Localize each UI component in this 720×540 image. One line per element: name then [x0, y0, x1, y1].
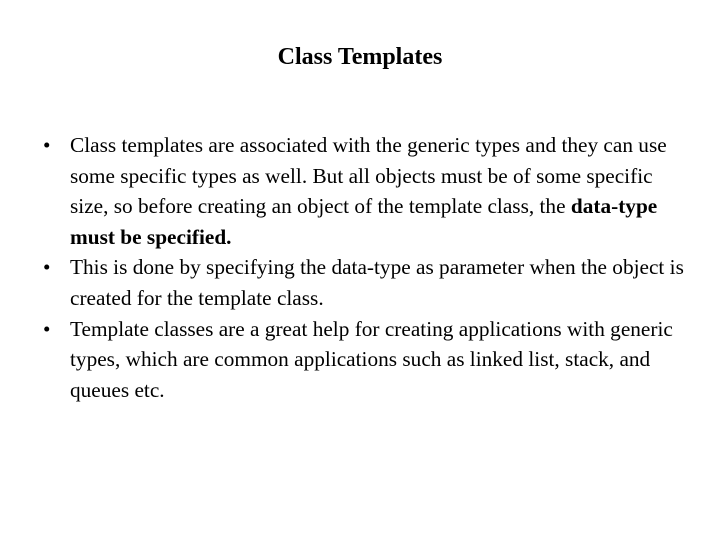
bullet-list [43, 130, 693, 405]
slide-title: Class Templates [277, 44, 443, 70]
bullet-item [43, 252, 693, 313]
bullet-item [43, 314, 693, 406]
bullet-text: This is done by specifying the data-type as parameter when the object is created for the template class. [70, 255, 684, 310]
bullet-icon: • [43, 316, 51, 341]
bullet-text-regular: Class templates are associated with the generic types and they can use some specific types as well. But all objects must be of some specific size, so before creating an object of the template class, the [70, 133, 667, 219]
bullet-text [70, 133, 667, 249]
bullet-text: Template classes are a great help for creating applications with generic types, which are common applications such as linked list, stack, and queues etc. [70, 316, 673, 402]
bullet-text-bold: data-type must be specified. [70, 194, 658, 249]
bullet-icon: • [43, 133, 51, 157]
bullet-item [43, 130, 693, 252]
bullet-icon: • [43, 255, 51, 280]
